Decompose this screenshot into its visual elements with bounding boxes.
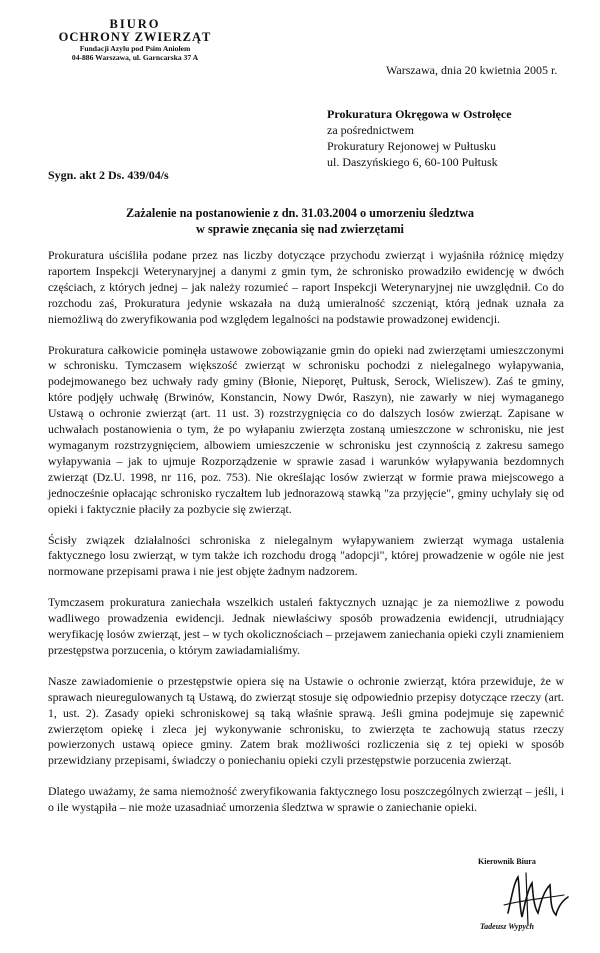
body-paragraph: Prokuratura uściśliła podane przez nas liczby dotyczące przychodu zwierząt i wyjaśniła różnicę między raportem Inspekcji Weterynaryjnej a danymi z gmin tym, że schronisko prowadziło ewidencję w dwóch częściach, z których jednej – jak należy rozumieć – raport Inspekcji Weterynaryjnej nie uwzględnił. Co do rozchodu zaś, Prokuratura jedynie wskazała na dużą umieralność szczeniąt, którą jednak uznała za niemożliwą do zweryfikowania pod względem legalności na podstawie prowadzonej ewidencji. xyxy=(48,248,564,326)
body-paragraph: Prokuratura całkowicie pominęła ustawowe zobowiązanie gmin do opieki nad zwierzętami umieszczonymi w schronisku. Tymczasem większość zwierząt w schronisku pochodzi z nielegalnego wyłapywania, podejmowanego bez uchwały rady gminy (Błonie, Nieporęt, Pułtusk, Serock, Wieliszew). Zaś te gminy, które podjęły uchwałę (Brwinów, Konstancin, Nowy Dwór, Raszyn), nie zawarły w niej wymaganego Ustawą o ochronie zwierząt (art. 11 ust. 3) rozstrzygnięcia co do dalszych losów zwierząt. Zapisane w uchwałach postanowienia o tym, że po wyłapaniu zwierzęta zostaną umieszczone w schronisku, nie jest wymaganym rozstrzygnięciem, albowiem umieszczenie w schronisku jest czynnością z zakresu samego wyłapywania – jak to ujmuje Rozporządzenie w sprawie zasad i warunków wyłapywania bezdomnych zwierząt (Dz.U. 1998, nr 116, poz. 753). Nie określając losów zwierząt w formie prawa miejscowego a jednocześnie opłacając schronisko ryczałtem lub jednorazową stawką "za przyjęcie", gminy uchylały się od opieki i faktycznie płaciły za pozbycie się zwierząt. xyxy=(48,342,564,516)
case-reference: Sygn. akt 2 Ds. 439/04/s xyxy=(48,168,169,182)
body-paragraph: Dlatego uważamy, że sama niemożność zweryfikowania faktycznego losu poszczególnych zwierząt – jeśli, i o ile wystąpiła – nie może uzasadniać umorzenia śledztwa w sprawie o zaniechanie opieki. xyxy=(48,784,564,815)
org-foundation: Fundacji Azylu pod Psim Aniołem xyxy=(79,44,191,53)
body-paragraph: Tymczasem prokuratura zaniechała wszelkich ustaleń faktycznych uznając je za niemożliwe z powodu wadliwego prowadzenia ewidencji. Jednak niewłaściwy sposób prowadzenia ewidencji, utrudniający weryfikację losów zwierząt, jest – w tych okolicznościach – przejawem zaniechania opieki czyli znamieniem przestępstwa porzucenia, o którym zawiadamialiśmy. xyxy=(48,595,564,657)
org-name-line1: BIURO xyxy=(109,17,161,31)
recipient-line: za pośrednictwem xyxy=(327,123,414,137)
organization-letterhead xyxy=(30,18,240,62)
body-paragraph: Nasze zawiadomienie o przestępstwie opiera się na Ustawie o ochronie zwierząt, która przewiduje, że w sprawach nieuregulowanych tą Ustawą, do zwierząt stosuje się odpowiednio przepisy dotyczące rzeczy (art. 1, ust. 2). Zasady opieki schroniskowej są taką właśnie sprawą. Jeśli gmina podejmuje się zapewnić zwierzętom opiekę i zleca jej wykonywanie schronisku, to zwierzęta te zachowują status rzeczy powierzonych ustawą opiece gminy. Zatem brak możliwości rozliczenia się z tej opieki w sposób przewidziany przepisami, świadczy o poniechaniu opieki czyli przestępstwie porzucenia zwierząt. xyxy=(48,673,564,768)
recipient-line: Prokuratury Rejonowej w Pułtusku xyxy=(327,139,496,153)
stamp-name: Tadeusz Wypych xyxy=(480,922,535,931)
recipient-title: Prokuratura Okręgowa w Ostrołęce xyxy=(327,107,512,121)
stamp-title: Kierownik Biura xyxy=(478,857,536,866)
signature-stamp xyxy=(478,855,588,940)
org-address: 04-886 Warszawa, ul. Garncarska 37 A xyxy=(71,53,199,62)
recipient-line: ul. Daszyńskiego 6, 60-100 Pułtusk xyxy=(327,155,498,169)
letter-subject xyxy=(40,205,560,237)
body-paragraph: Ścisły związek działalności schroniska z nielegalnym wyłapywaniem zwierząt wymaga ustalenia faktycznego losu zwierząt, w tym także ich rozchodu drogą "adopcji", której prowadzenie w ogóle nie jest normowane przepisami prawa i nie jest objęte żadnym nadzorem. xyxy=(48,532,564,579)
letter-body xyxy=(48,248,564,831)
letter-date: Warszawa, dnia 20 kwietnia 2005 r. xyxy=(386,63,558,77)
subject-line2: w sprawie znęcania się nad zwierzętami xyxy=(196,222,404,236)
recipient-block xyxy=(327,106,587,170)
subject-line1: Zażalenie na postanowienie z dn. 31.03.2004 o umorzeniu śledztwa xyxy=(125,206,475,220)
org-name-line2: OCHRONY ZWIERZĄT xyxy=(58,30,212,44)
